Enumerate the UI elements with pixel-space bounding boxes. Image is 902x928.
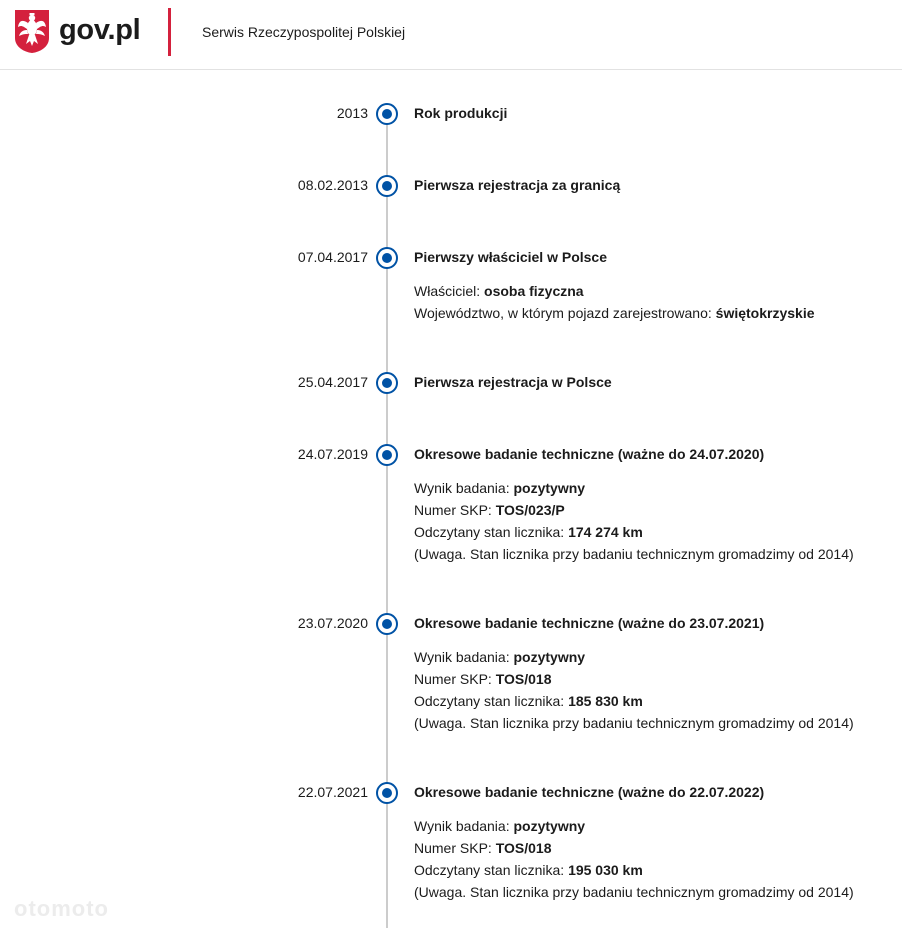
detail-label: (Uwaga. Stan licznika przy badaniu technicznym gromadzimy od 2014) <box>414 715 854 731</box>
odometer-line <box>414 690 854 712</box>
skp-number-line <box>414 499 854 521</box>
detail-value: TOS/018 <box>495 840 552 856</box>
event-date: 25.04.2017 <box>297 374 368 390</box>
event-title: Pierwsza rejestracja za granicą <box>414 177 621 193</box>
detail-value: świętokrzyskie <box>715 305 815 321</box>
detail-label: Województwo, w którym pojazd zarejestrowano: <box>414 305 716 321</box>
detail-value: TOS/018 <box>495 671 552 687</box>
event-date: 2013 <box>336 105 368 121</box>
detail-value: pozytywny <box>513 480 586 496</box>
header-subtitle: Serwis Rzeczypospolitej Polskiej <box>202 24 406 40</box>
detail-label: (Uwaga. Stan licznika przy badaniu technicznym gromadzimy od 2014) <box>414 546 854 562</box>
odometer-line <box>414 521 854 543</box>
skp-number-line <box>414 837 854 859</box>
event-date: 08.02.2013 <box>297 177 368 193</box>
odometer-note-line <box>414 543 854 565</box>
skp-number-line <box>414 668 854 690</box>
timeline-dot-icon <box>376 444 398 466</box>
odometer-line <box>414 859 854 881</box>
event-date: 07.04.2017 <box>297 249 368 265</box>
event-title: Rok produkcji <box>414 105 508 121</box>
timeline-line <box>386 114 388 928</box>
event-title: Okresowe badanie techniczne (ważne do 23.07.2021) <box>414 615 765 631</box>
detail-label: Odczytany stan licznika: <box>414 693 569 709</box>
detail-value: pozytywny <box>513 649 586 665</box>
detail-label: Numer SKP: <box>414 840 496 856</box>
event-date: 24.07.2019 <box>297 446 368 462</box>
header-divider <box>168 8 171 56</box>
detail-value: osoba fizyczna <box>484 283 584 299</box>
event-details <box>414 280 815 324</box>
detail-label: Wynik badania: <box>414 649 514 665</box>
event-details <box>414 815 854 903</box>
detail-value: 195 030 km <box>568 862 643 878</box>
detail-value: 185 830 km <box>568 693 643 709</box>
detail-label: Wynik badania: <box>414 480 514 496</box>
odometer-note-line <box>414 712 854 734</box>
detail-label: Wynik badania: <box>414 818 514 834</box>
detail-label: Właściciel: <box>414 283 485 299</box>
timeline-dot-icon <box>376 103 398 125</box>
event-details <box>414 477 854 565</box>
odometer-note-line <box>414 881 854 903</box>
event-title: Okresowe badanie techniczne (ważne do 22.07.2022) <box>414 784 765 800</box>
timeline-dot-icon <box>376 372 398 394</box>
detail-label: (Uwaga. Stan licznika przy badaniu technicznym gromadzimy od 2014) <box>414 884 854 900</box>
event-date: 22.07.2021 <box>297 784 368 800</box>
detail-value: pozytywny <box>513 818 586 834</box>
detail-label: Odczytany stan licznika: <box>414 524 569 540</box>
event-details <box>414 646 854 734</box>
detail-label: Numer SKP: <box>414 502 496 518</box>
event-date: 23.07.2020 <box>297 615 368 631</box>
inspection-result-line <box>414 646 854 668</box>
event-title: Pierwszy właściciel w Polsce <box>414 249 607 265</box>
detail-value: TOS/023/P <box>495 502 565 518</box>
timeline-dot-icon <box>376 247 398 269</box>
watermark-logo: otomoto <box>14 896 109 921</box>
detail-label: Odczytany stan licznika: <box>414 862 569 878</box>
site-header <box>0 0 902 70</box>
owner-type-line <box>414 280 815 302</box>
timeline-dot-icon <box>376 613 398 635</box>
event-title: Pierwsza rejestracja w Polsce <box>414 374 612 390</box>
polish-eagle-emblem-icon[interactable] <box>13 8 51 54</box>
event-title: Okresowe badanie techniczne (ważne do 24.07.2020) <box>414 446 765 462</box>
detail-label: Numer SKP: <box>414 671 496 687</box>
timeline-dot-icon <box>376 782 398 804</box>
timeline-dot-icon <box>376 175 398 197</box>
voivodeship-line <box>414 302 815 324</box>
gov-pl-logo[interactable]: gov.pl <box>59 14 141 46</box>
inspection-result-line <box>414 477 854 499</box>
inspection-result-line <box>414 815 854 837</box>
detail-value: 174 274 km <box>568 524 643 540</box>
